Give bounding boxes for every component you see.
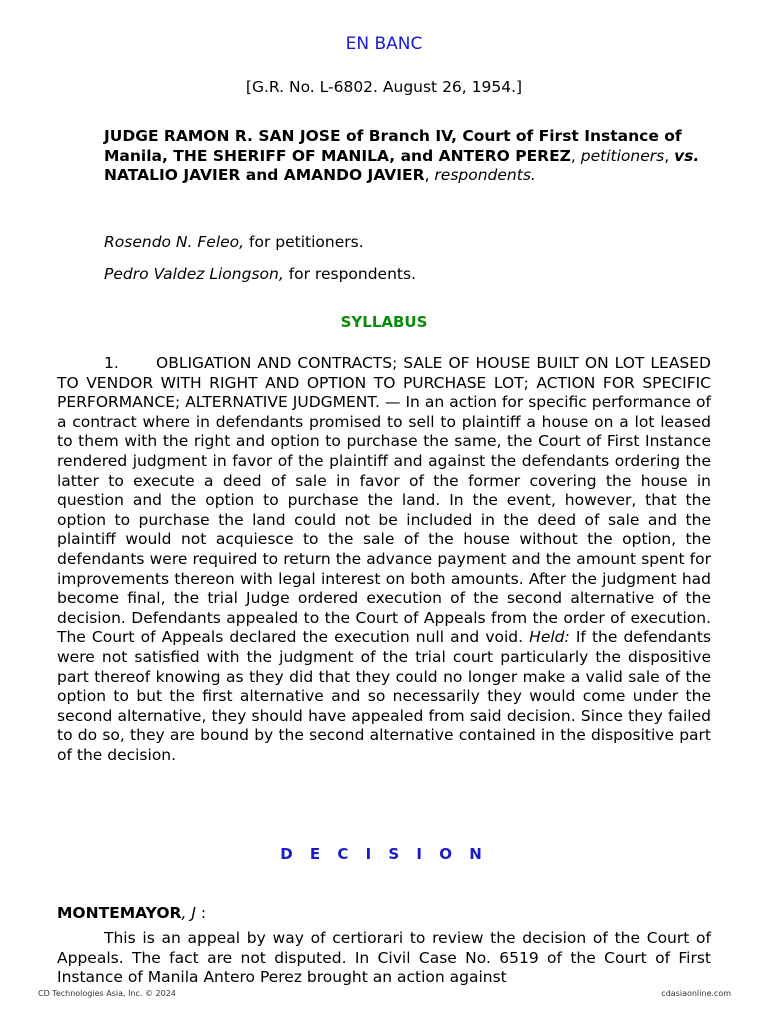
ponente-name: MONTEMAYOR bbox=[57, 904, 182, 922]
syllabus-held-text: If the defendants were not satisfied with the judgment of the trial court particularly the dispositive part thereof knowing as they did that they could no longer make a valid sale of the option to but the first alternative and so necessarily they would come under the second alternative, they should have appealed from said decision. Since they failed to do so, they are bound by the second alternative contained in the dispositive part of the decision. bbox=[57, 628, 711, 764]
case-parties: JUDGE RAMON R. SAN JOSE of Branch IV, Court of First Instance of Manila, THE SHERIFF OF MANILA, and ANTERO PEREZ, petitioners, vs. NATALIO JAVIER and AMANDO JAVIER, respondents. bbox=[104, 127, 700, 184]
footer-website: cdasiaonline.com bbox=[661, 989, 731, 998]
counsel-name: Pedro Valdez Liongson, bbox=[104, 265, 284, 283]
held-label: Held: bbox=[529, 628, 570, 647]
ponente-colon: : bbox=[195, 904, 207, 922]
syllabus-heading: SYLLABUS bbox=[340, 313, 428, 331]
ponente bbox=[57, 904, 206, 922]
syllabus-item bbox=[57, 354, 711, 765]
counsel-role: for respondents. bbox=[283, 265, 416, 283]
counsel-name: Rosendo N. Feleo, bbox=[104, 233, 245, 251]
ponente-title: , J bbox=[181, 904, 196, 922]
decision-heading: D E C I S I O N bbox=[280, 845, 488, 863]
respondents-names: NATALIO JAVIER and AMANDO JAVIER bbox=[104, 166, 425, 184]
counsel-respondents bbox=[104, 265, 416, 283]
decision-paragraph: This is an appeal by way of certiorari to review the decision of the Court of Appeals. The fact are not disputed. In Civil Case No. 6519 of the Court of First Instance of Manila Antero Perez brought an action against bbox=[57, 929, 711, 987]
counsel-role: for petitioners. bbox=[244, 233, 364, 251]
versus: vs. bbox=[674, 146, 700, 165]
syllabus-text: OBLIGATION AND CONTRACTS; SALE OF HOUSE BUILT ON LOT LEASED TO VENDOR WITH RIGHT AND OPTION TO PURCHASE LOT; ACTION FOR SPECIFIC PERFORMANCE; ALTERNATIVE JUDGMENT. — In an action for specific performance of a contract where in defendants promised to sell to plaintiff a house on a lot leased to them with the right and option to purchase the same, the Court of First Instance rendered judgment in favor of the plaintiff and against the defendants ordering the latter to execute a deed of sale in favor of the former covering the house in question and the option to purchase the land. In the event, however, that the option to purchase the land could not be included in the deed of sale and the plaintiff would not acquiesce to the sale of the house without the option, the defendants were required to return the advance payment and the amount spent for improvements thereon with legal interest on both amounts. After the judgment had become final, the trial Judge ordered execution of the second alternative of the decision. Defendants appealed to the Court of Appeals from the order of execution. The Court of Appeals declared the execution null and void. bbox=[57, 354, 711, 647]
petitioners-role: petitioners bbox=[580, 146, 665, 165]
court-division: EN BANC bbox=[345, 34, 423, 54]
counsel-petitioners bbox=[104, 233, 364, 251]
petitioners-names: JUDGE RAMON R. SAN JOSE of Branch IV, Court of First Instance of Manila, THE SHERIFF OF MANILA, and ANTERO PEREZ bbox=[104, 127, 682, 165]
footer-copyright: CD Technologies Asia, Inc. © 2024 bbox=[38, 989, 176, 998]
respondents-role: respondents bbox=[434, 166, 531, 184]
case-number: [G.R. No. L-6802. August 26, 1954.] bbox=[245, 78, 523, 96]
syllabus-item-number: 1. bbox=[104, 354, 119, 372]
